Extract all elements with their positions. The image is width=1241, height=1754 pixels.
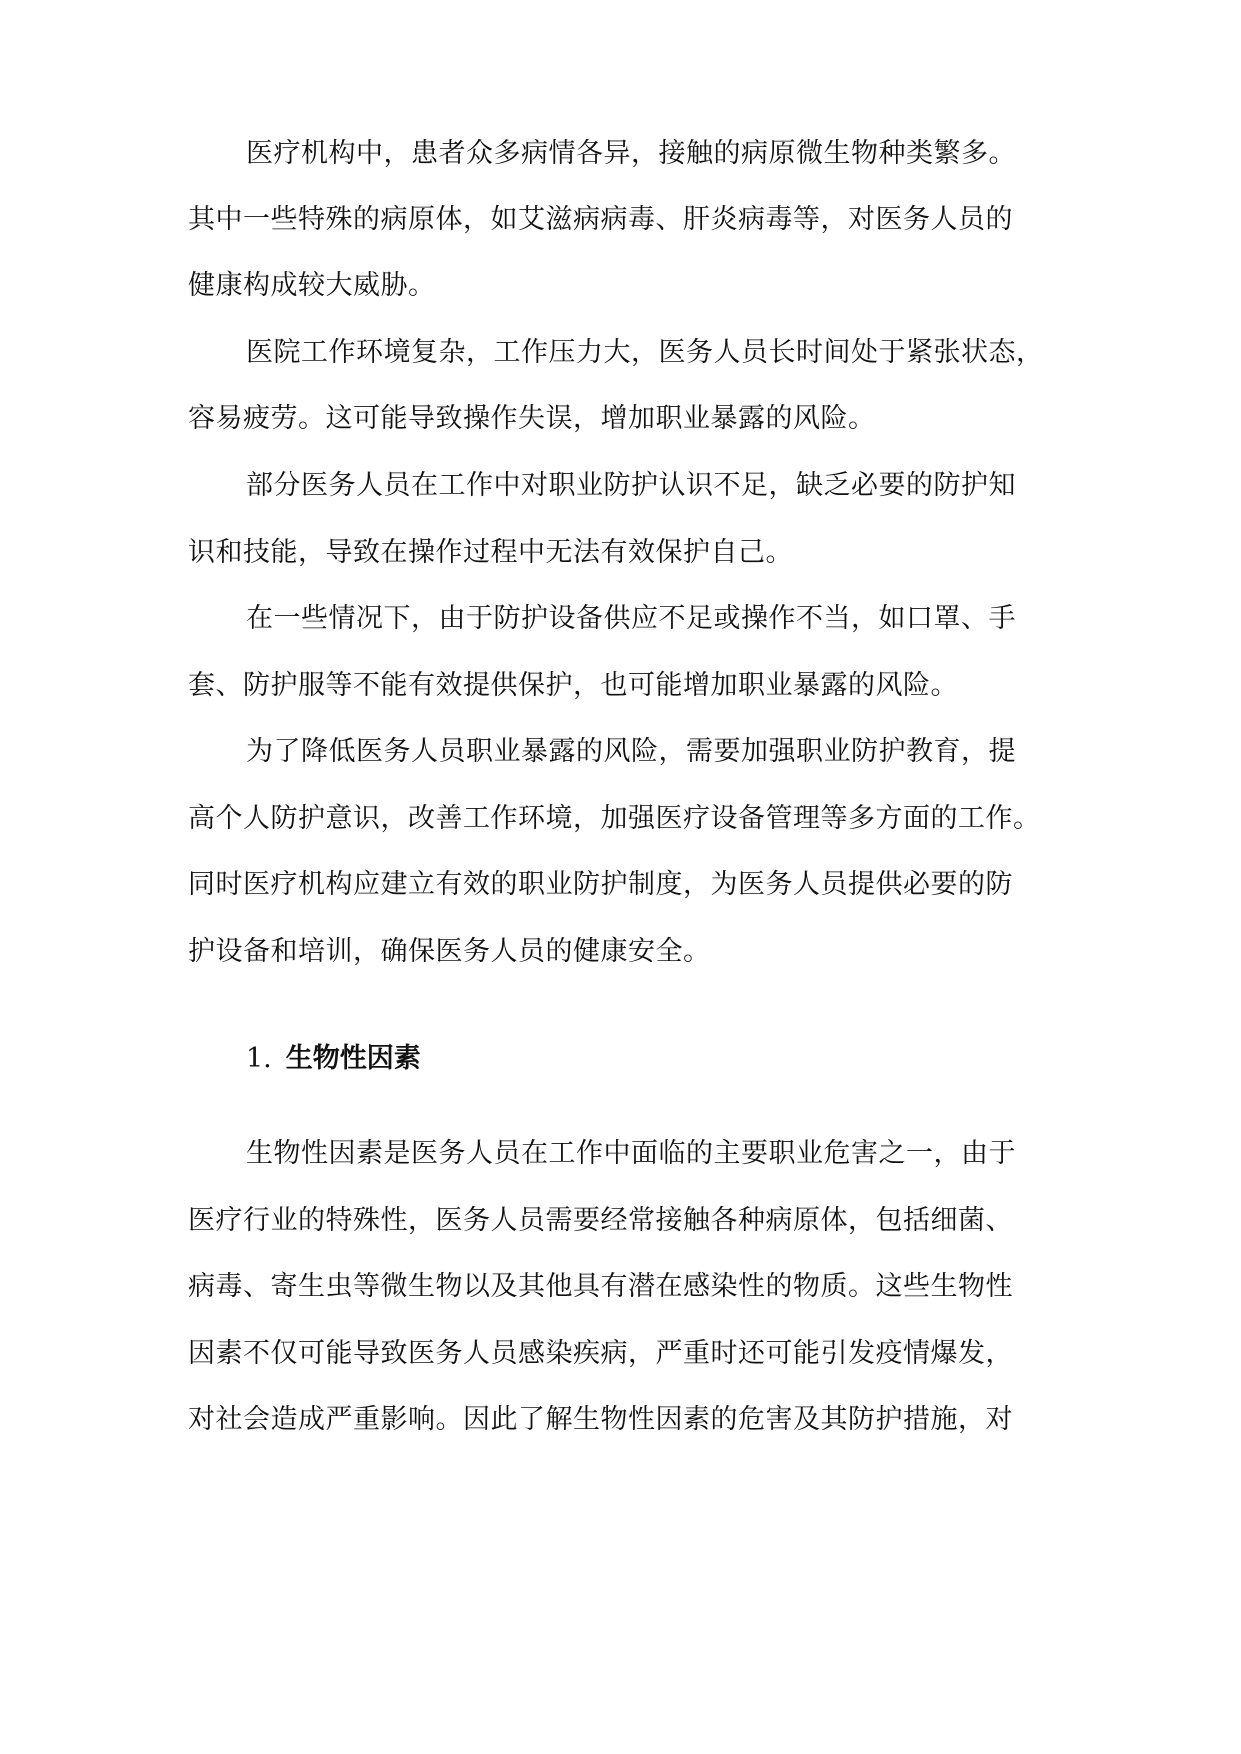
section-paragraph-line-5: 对社会造成严重影响。因此了解生物性因素的危害及其防护措施，对: [188, 1404, 1013, 1435]
paragraph-5-line-1: 为了降低医务人员职业暴露的风险，需要加强职业防护教育，提: [246, 736, 1016, 767]
section-paragraph-line-2: 医疗行业的特殊性，医务人员需要经常接触各种病原体，包括细菌、: [188, 1205, 1013, 1236]
paragraph-5-line-3: 同时医疗机构应建立有效的职业防护制度，为医务人员提供必要的防: [188, 869, 1013, 900]
paragraph-3-line-2: 识和技能，导致在操作过程中无法有效保护自己。: [188, 537, 793, 568]
paragraph-4-line-1: 在一些情况下，由于防护设备供应不足或操作不当，如口罩、手: [246, 603, 1016, 634]
section-paragraph-line-3: 病毒、寄生虫等微生物以及其他具有潜在感染性的物质。这些生物性: [188, 1271, 1013, 1302]
paragraph-1-line-3: 健康构成较大威胁。: [188, 270, 436, 301]
paragraph-1-line-1: 医疗机构中，患者众多病情各异，接触的病原微生物种类繁多。: [246, 138, 1016, 169]
paragraph-2-line-2: 容易疲劳。这可能导致操作失误，增加职业暴露的风险。: [188, 403, 876, 434]
section-heading: [246, 1041, 421, 1077]
section-number: 1.: [246, 1043, 272, 1074]
paragraph-5-line-2: 高个人防护意识，改善工作环境，加强医疗设备管理等多方面的工作。: [188, 803, 1041, 834]
section-title: 生物性因素: [285, 1043, 421, 1074]
paragraph-1-line-2: 其中一些特殊的病原体，如艾滋病病毒、肝炎病毒等，对医务人员的: [188, 204, 1013, 235]
paragraph-4-line-2: 套、防护服等不能有效提供保护，也可能增加职业暴露的风险。: [188, 670, 958, 701]
section-paragraph-line-4: 因素不仅可能导致医务人员感染疾病，严重时还可能引发疫情爆发，: [188, 1338, 1013, 1369]
paragraph-5-line-4: 护设备和培训，确保医务人员的健康安全。: [188, 936, 711, 967]
paragraph-2-line-1: 医院工作环境复杂，工作压力大，医务人员长时间处于紧张状态，: [246, 337, 1044, 368]
section-paragraph-line-1: 生物性因素是医务人员在工作中面临的主要职业危害之一，由于: [246, 1138, 1016, 1169]
paragraph-3-line-1: 部分医务人员在工作中对职业防护认识不足，缺乏必要的防护知: [246, 470, 1016, 501]
